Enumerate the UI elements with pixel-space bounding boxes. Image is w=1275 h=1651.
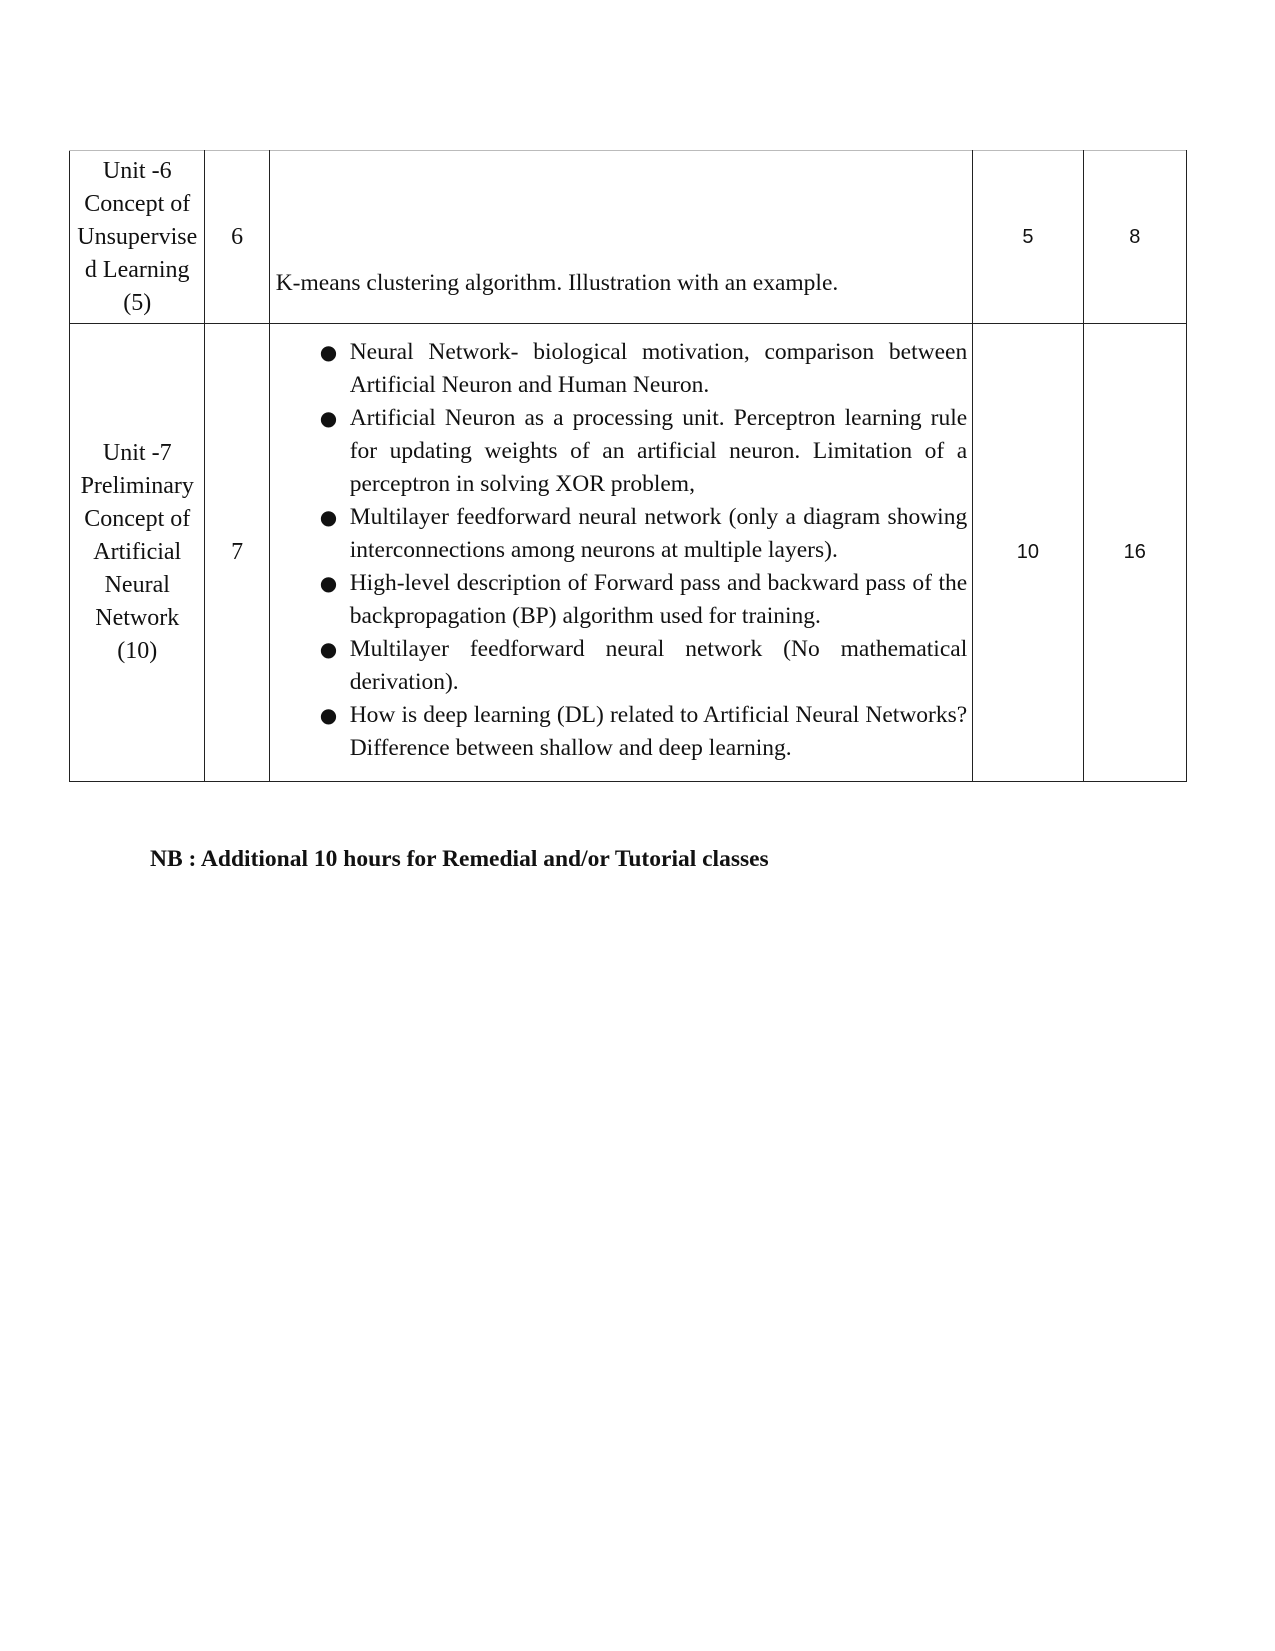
unit-title-line: Unit -6 [102,157,172,184]
bullet-icon: ● [319,505,338,529]
unit-title-line: Unit -7 [102,440,172,466]
unit-title-line: Artificial [93,539,182,565]
unit-title-cell [70,324,205,782]
unit-content-cell [269,324,973,782]
list-item [320,501,968,567]
list-item-text: Neural Network- biological motivation, comparison between Artificial Neuron and Human Neuron. [349,339,968,398]
unit-title-line: Concept of [84,506,191,532]
bullet-icon: ● [319,340,338,364]
value-cell-a: 10 [973,324,1083,782]
table-row-unit-7 [70,324,1187,782]
bullet-icon: ● [319,703,338,727]
value-cell-a: 5 [973,151,1083,324]
unit-title-line: Preliminary [80,473,194,499]
list-item [320,633,968,699]
list-item [320,567,968,633]
unit-title-line: Neural [104,572,170,598]
unit-content-cell: K-means clustering algorithm. Illustration with an example. [269,151,973,324]
list-item-text: High-level description of Forward pass and backward pass of the backpropagation (BP) algorithm used for training. [349,570,968,629]
list-item-text: Multilayer feedforward neural network (No mathematical derivation). [349,636,968,695]
value-cell-b: 16 [1083,324,1186,782]
bullet-icon: ● [319,637,338,661]
list-item [320,699,968,765]
list-item-text: How is deep learning (DL) related to Artificial Neural Networks? Difference between shallow and deep learning. [349,702,968,761]
unit-title-line: d Learning [84,256,190,283]
unit-title-line: (5) [123,289,152,316]
unit-number-cell: 6 [205,151,269,324]
bullet-icon: ● [319,406,338,430]
list-item [320,336,968,402]
unit-title-line: Network [95,605,180,631]
footer-note: NB : Additional 10 hours for Remedial and/or Tutorial classes [150,846,769,872]
unit-title-line: Unsupervise [77,223,198,250]
syllabus-table [69,150,1187,782]
list-item-text: Artificial Neuron as a processing unit. Perceptron learning rule for updating weights of an artificial neuron. Limitation of a perceptron in solving XOR problem, [349,405,968,497]
unit-title-line: (10) [117,638,158,664]
unit-number-cell: 7 [205,324,269,782]
unit-title-cell [70,151,205,324]
table-row-unit-6 [70,151,1187,324]
list-item-text: Multilayer feedforward neural network (only a diagram showing interconnections among neurons at multiple layers). [349,504,968,563]
bullet-icon: ● [319,571,338,595]
value-cell-b: 8 [1083,151,1186,324]
list-item [320,402,968,501]
unit-title-line: Concept of [84,190,191,217]
topic-list [270,328,973,777]
